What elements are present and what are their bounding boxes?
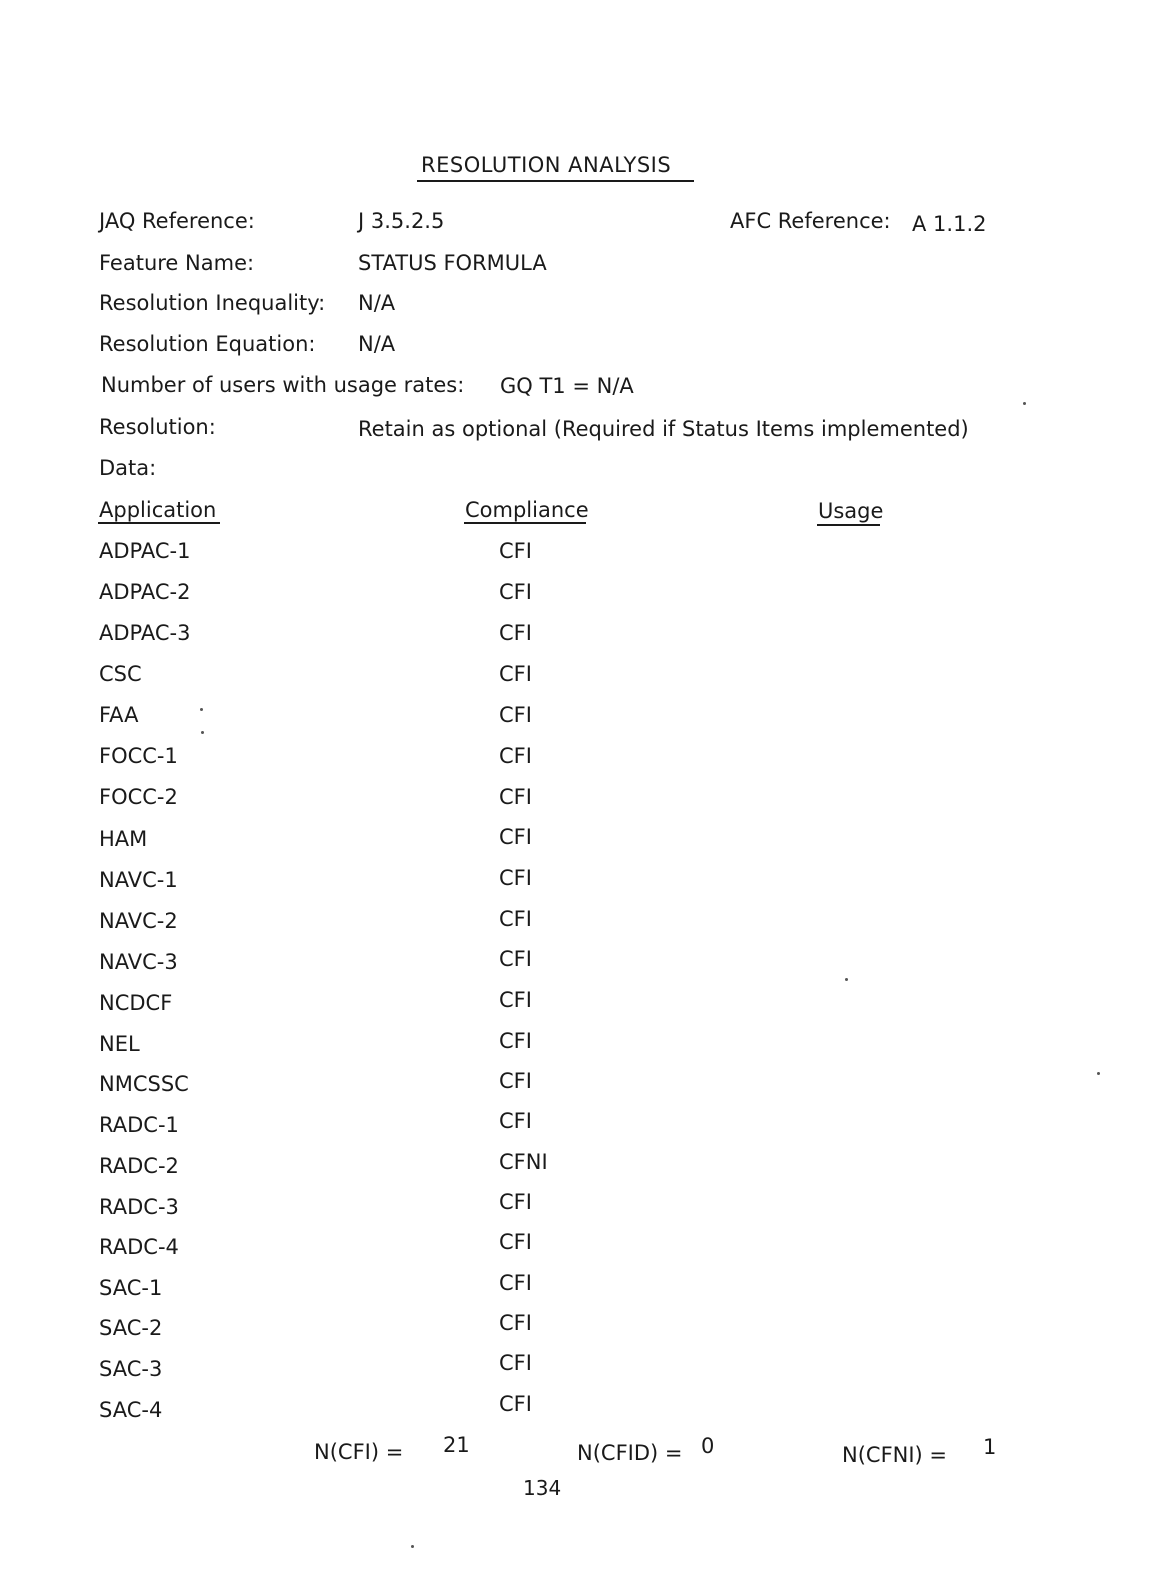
jaq-reference-value: J 3.5.2.5 [358,209,445,233]
table-row-application: NMCSSC [99,1072,189,1096]
total-cfni-value: 1 [983,1435,997,1459]
data-label: Data: [99,456,157,480]
table-row-application: FOCC-1 [99,744,178,768]
table-row-application: NAVC-3 [99,950,178,974]
table-row-application: SAC-2 [99,1316,163,1340]
table-row-compliance: CFI [499,1190,532,1214]
table-row-compliance: CFI [499,1029,532,1053]
table-row-application: RADC-4 [99,1235,179,1259]
table-row-application: NAVC-2 [99,909,178,933]
table-row-application: NEL [99,1032,140,1056]
table-row-compliance: CFI [499,988,532,1012]
total-cfid-value: 0 [701,1434,715,1458]
usage-header-underline [817,524,880,526]
table-row-compliance: CFI [499,662,532,686]
table-row-application: ADPAC-3 [99,621,191,645]
table-row-compliance: CFI [499,866,532,890]
table-row-compliance: CFI [499,1392,532,1416]
total-cfi-label: N(CFI) = [314,1440,404,1464]
jaq-reference-label: JAQ Reference: [99,209,255,233]
table-row-compliance: CFI [499,947,532,971]
table-row-application: RADC-3 [99,1195,179,1219]
resolution-label: Resolution: [99,415,216,439]
table-row-application: RADC-1 [99,1113,179,1137]
table-row-application: CSC [99,662,142,686]
afc-reference-value: A 1.1.2 [912,212,987,236]
table-row-application: FAA [99,703,139,727]
page-number: 134 [523,1476,562,1500]
page-title: RESOLUTION ANALYSIS [421,153,672,177]
scan-speck [845,978,848,981]
table-row-application: SAC-4 [99,1398,163,1422]
table-row-application: SAC-3 [99,1357,163,1381]
column-header-usage: Usage [818,499,884,523]
table-row-application: ADPAC-1 [99,539,191,563]
title-underline [417,180,694,182]
table-row-compliance: CFI [499,907,532,931]
table-row-compliance: CFI [499,785,532,809]
table-row-compliance: CFI [499,703,532,727]
table-row-application: NAVC-1 [99,868,178,892]
table-row-compliance: CFI [499,1351,532,1375]
feature-name-label: Feature Name: [99,251,255,275]
table-row-compliance: CFI [499,539,532,563]
column-header-application: Application [99,498,217,522]
column-header-compliance: Compliance [465,498,589,522]
table-row-compliance: CFI [499,1271,532,1295]
total-cfi-value: 21 [443,1433,470,1457]
table-row-compliance: CFI [499,825,532,849]
afc-reference-label: AFC Reference: [730,209,891,233]
resolution-value: Retain as optional (Required if Status Items implemented) [358,417,969,441]
scan-speck [1097,1072,1100,1075]
total-cfni-label: N(CFNI) = [842,1443,948,1467]
table-row-application: NCDCF [99,991,173,1015]
table-row-compliance: CFI [499,580,532,604]
table-row-application: HAM [99,827,148,851]
table-row-compliance: CFI [499,1069,532,1093]
total-cfid-label: N(CFID) = [577,1441,683,1465]
resolution-equation-value: N/A [358,332,396,356]
table-row-compliance: CFI [499,744,532,768]
table-row-compliance: CFI [499,621,532,645]
resolution-equation-label: Resolution Equation: [99,332,316,356]
application-header-underline [98,522,220,524]
table-row-application: ADPAC-2 [99,580,191,604]
table-row-application: RADC-2 [99,1154,179,1178]
users-with-usage-value: GQ T1 = N/A [500,374,634,398]
scan-speck [200,708,203,711]
table-row-compliance: CFI [499,1230,532,1254]
resolution-inequality-value: N/A [358,291,396,315]
table-row-compliance: CFNI [499,1150,548,1174]
compliance-header-underline [464,522,586,524]
table-row-application: SAC-1 [99,1276,163,1300]
scan-speck [1023,402,1026,405]
resolution-inequality-label: Resolution Inequality: [99,291,326,315]
scan-speck [201,731,204,734]
users-with-usage-label: Number of users with usage rates: [101,373,465,397]
table-row-application: FOCC-2 [99,785,178,809]
scan-speck [411,1545,414,1548]
table-row-compliance: CFI [499,1109,532,1133]
table-row-compliance: CFI [499,1311,532,1335]
feature-name-value: STATUS FORMULA [358,251,547,275]
